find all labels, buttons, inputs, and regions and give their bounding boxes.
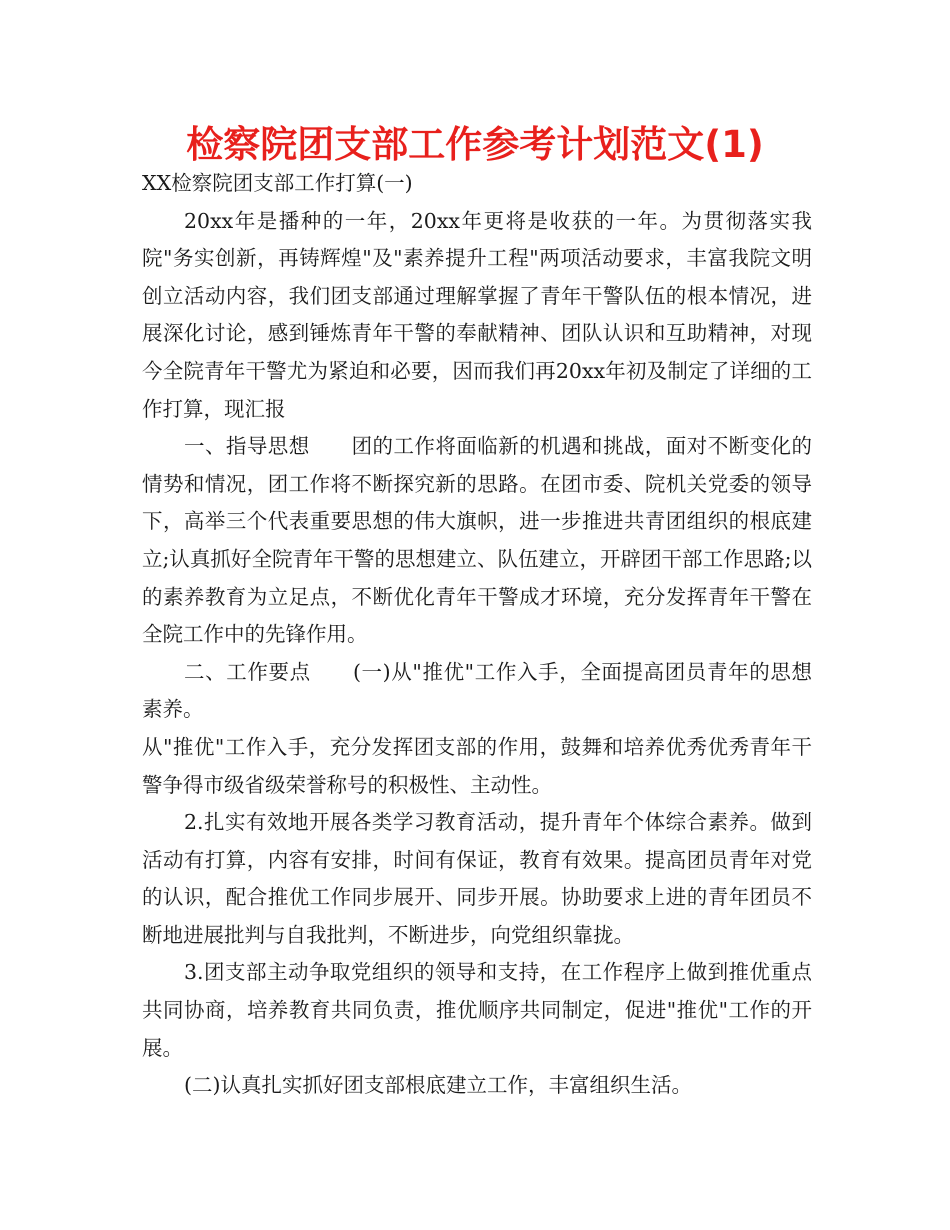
paragraph-item-1: 从"推优"工作入手，充分发挥团支部的作用，鼓舞和培养优秀优秀青年干警争得市级省级荣誉称号的积极性、主动性。 — [142, 734, 812, 797]
document-body — [142, 165, 812, 1105]
paragraph-heading: XX检察院团支部工作打算(一) — [142, 171, 413, 195]
paragraph-section-2: (二)认真扎实抓好团支部根底建立工作，丰富组织生活。 — [184, 1073, 692, 1098]
paragraph-intro: 20xx年是播种的一年，20xx年更将是收获的一年。为贯彻落实我院"务实创新，再铸辉煌"及"素养提升工程"两项活动要求，丰富我院文明创立活动内容，我们团支部通过理解掌握了青年干警队伍的根本情况，进展深化讨论，感到锤炼青年干警的奉献精神、团队认识和互助精神，对现今全院青年干警尤为紧迫和必要，因而我们再20xx年初及制定了详细的工作打算，现汇报 — [142, 208, 812, 421]
paragraph-item-3: 3.团支部主动争取党组织的领导和支持，在工作程序上做到推优重点共同协商，培养教育共同负责，推优顺序共同制定，促进"推优"工作的开展。 — [142, 960, 812, 1060]
document-title: 检察院团支部工作参考计划范文(1) — [186, 123, 764, 166]
paragraph-work-points: 二、工作要点 (一)从"推优"工作入手，全面提高团员青年的思想素养。 — [142, 659, 812, 722]
paragraph-item-2: 2.扎实有效地开展各类学习教育活动，提升青年个体综合素养。做到活动有打算，内容有安排，时间有保证，教育有效果。提高团员青年对党的认识，配合推优工作同步展开、同步开展。协助要求上进的青年团员不断地进展批判与自我批判，不断进步，向党组织靠拢。 — [142, 810, 812, 947]
paragraph-guiding-thought: 一、指导思想 团的工作将面临新的机遇和挑战，面对不断变化的情势和情况，团工作将不断探究新的思路。在团市委、院机关党委的领导下，高举三个代表重要思想的伟大旗帜，进一步推进共青团组织的根底建立;认真抓好全院青年干警的思想建立、队伍建立，开辟团干部工作思路;以的素养教育为立足点，不断优化青年干警成才环境，充分发挥青年干警在全院工作中的先锋作用。 — [142, 434, 812, 647]
